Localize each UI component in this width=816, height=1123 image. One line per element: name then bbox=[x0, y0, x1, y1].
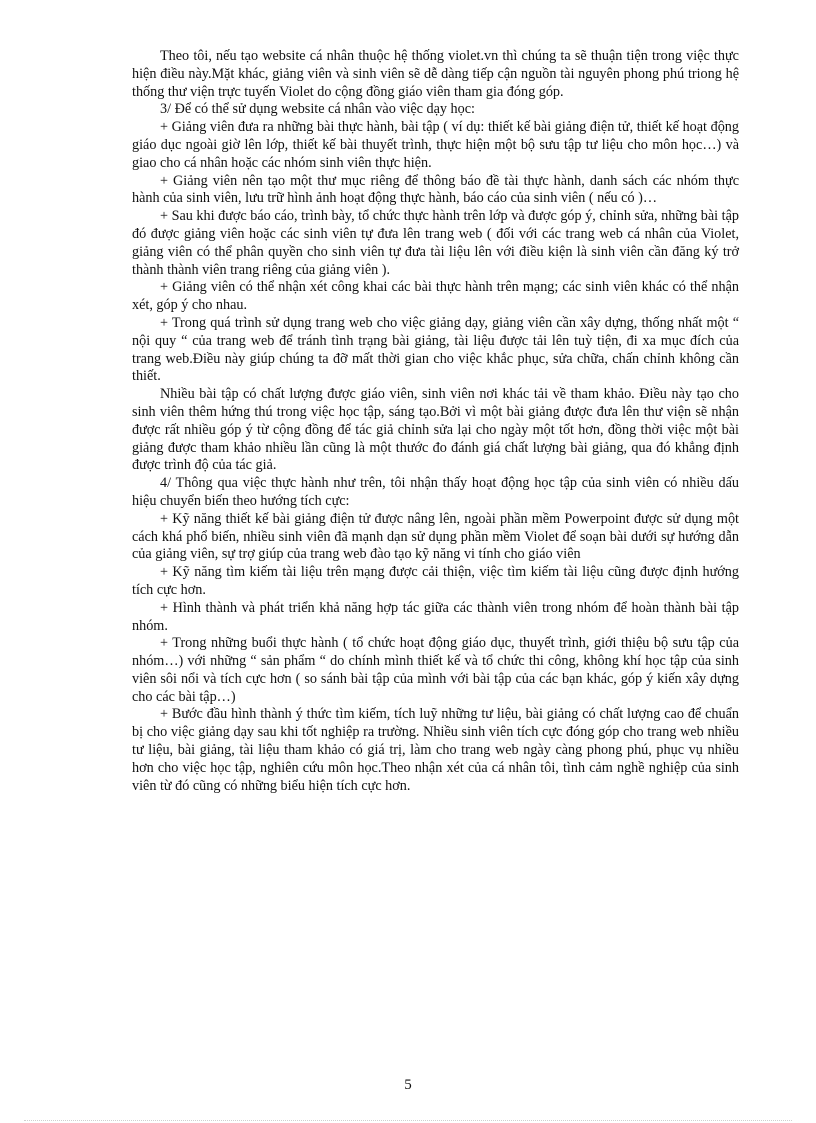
paragraph-section-3-heading: 3/ Để có thể sử dụng website cá nhân vào việc dạy học: bbox=[160, 101, 475, 118]
paragraph-bullet-awareness: + Bước đầu hình thành ý thức tìm kiếm, tích luỹ những tư liệu, bài giảng có chất lượng cao để chuẩn bị cho việc giảng dạy sau khi tốt nghiệp ra trường. Nhiều sinh viên tích cực đóng góp cho trang web nhiều tư liệu, bài giảng, tài liệu tham khảo có giá trị, làm cho trang web ngày càng phong phú, phục vụ nhiều hơn cho việc học tập, nghiên cứu môn học.Theo nhận xét của cá nhân tôi, tình cảm nghề nghiệp của sinh viên từ đó cũng có những biểu hiện tích cực hơn. bbox=[132, 706, 739, 794]
paragraph-violet-intro: Theo tôi, nếu tạo website cá nhân thuộc hệ thống violet.vn thì chúng ta sẽ thuận tiện trong việc thực hiện điều này.Mặt khác, giảng viên và sinh viên sẽ dễ dàng tiếp cận nguồn tài nguyên phong phú triong hệ thống thư viện trực tuyến Violet do cộng đồng giáo viên tham gia đóng góp. bbox=[132, 48, 739, 100]
paragraph-bullet-comments: + Giảng viên có thể nhận xét công khai các bài thực hành trên mạng; các sinh viên khác có thể nhận xét, góp ý cho nhau. bbox=[132, 279, 739, 314]
paragraph-bullet-search-skills: + Kỹ năng tìm kiếm tài liệu trên mạng được cải thiện, việc tìm kiếm tài liệu cũng được định hướng tích cực hơn. bbox=[132, 564, 739, 598]
paragraph-bullet-rules: + Trong quá trình sử dụng trang web cho việc giảng dạy, giảng viên cần xây dựng, thống nhất một “ nội quy “ của trang web để tránh tình trạng bài giảng, tài liệu được tải lên tuỳ tiện, đi xa mục đích của trang web.Điều này giúp chúng ta đỡ mất thời gian cho việc khắc phục, sửa chữa, chấn chỉnh không cần thiết. bbox=[132, 314, 739, 385]
paragraph-bullet-folder: + Giảng viên nên tạo một thư mục riêng để thông báo đề tài thực hành, danh sách các nhóm thực hành của sinh viên, lưu trữ hình ảnh hoạt động thực hành, báo cáo của sinh viên ( nếu có )… bbox=[132, 172, 739, 207]
paragraph-bullet-practice-sessions: + Trong những buổi thực hành ( tổ chức hoạt động giáo dục, thuyết trình, giới thiệu bộ sưu tập của nhóm…) với những “ sản phẩm “ do chính mình thiết kế và tổ chức thi công, không khí học tập của sinh viên sôi nổi và tích cực hơn ( so sánh bài tập của mình với bài tập của các bạn khác, góp ý kiến xây dựng cho các bài tập…) bbox=[132, 635, 739, 705]
page-bottom-edge bbox=[24, 1120, 792, 1121]
paragraph-bullet-assignments: + Giảng viên đưa ra những bài thực hành, bài tập ( ví dụ: thiết kế bài giảng điện tử, thiết kế hoạt động giáo dục ngoài giờ lên lớp, thiết kế bài thuyết trình, thực hiện một bộ sưu tập tư liệu cho môn học…) và giao cho cá nhân hoặc các nhóm sinh viên thực hiện. bbox=[132, 119, 739, 171]
paragraph-bullet-teamwork: + Hình thành và phát triển khả năng hợp tác giữa các thành viên trong nhóm để hoàn thành bài tập nhóm. bbox=[132, 599, 739, 634]
page-body bbox=[132, 48, 739, 795]
paragraph-quality-downloads: Nhiều bài tập có chất lượng được giáo viên, sinh viên nơi khác tải về tham khảo. Điều này tạo cho sinh viên thêm hứng thú trong việc học tập, sáng tạo.Bởi vì một bài giảng được đưa lên thư viện sẽ nhận được rất nhiều góp ý từ cộng đồng để tác giả chỉnh sửa lại cho ngày một tốt hơn, đồng thời việc một bài giảng được tham khảo nhiều lần cũng là một thước đo đánh giá chất lượng bài giảng, qua đó khẳng định được trình độ của tác giả. bbox=[132, 386, 739, 474]
paragraph-section-4-heading: 4/ Thông qua việc thực hành như trên, tôi nhận thấy hoạt động học tập của sinh viên có nhiều dấu hiệu chuyển biến theo hướng tích cực: bbox=[132, 475, 739, 509]
page-number: 5 bbox=[404, 1077, 412, 1093]
paragraph-bullet-upload: + Sau khi được báo cáo, trình bày, tổ chức thực hành trên lớp và được góp ý, chỉnh sửa, những bài tập đó được giảng viên hoặc các sinh viên tự đưa lên trang web ( đối với các trang web cá nhân của Violet, giảng viên có thể phân quyền cho sinh viên tự đưa tài liệu lên với điều kiện là sinh viên cần đăng ký trở thành thành viên trang riêng của giảng viên ). bbox=[132, 208, 739, 278]
paragraph-bullet-design-skills: + Kỹ năng thiết kế bài giảng điện tử được nâng lên, ngoài phần mềm Powerpoint được sử dụng một cách khá phổ biến, nhiều sinh viên đã mạnh dạn sử dụng phần mềm Violet để soạn bài dưới sự hướng dẫn của giảng viên, sự trợ giúp của trang web đào tạo kỹ năng vi tính cho giáo viên bbox=[132, 510, 739, 563]
